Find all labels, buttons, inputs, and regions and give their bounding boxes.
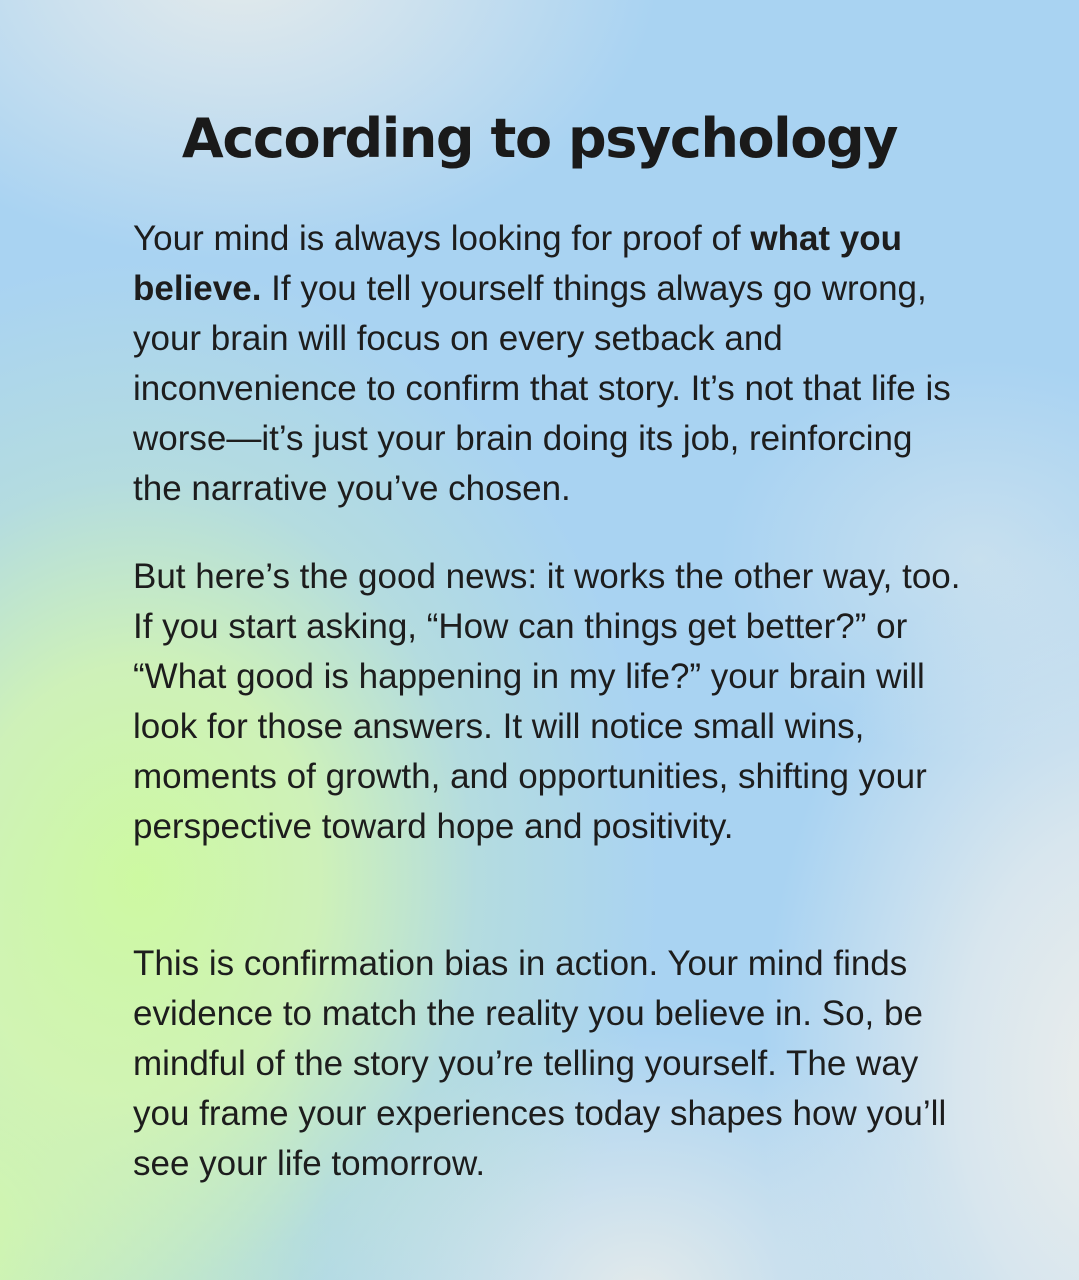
paragraph-3: This is confirmation bias in action. Your mind finds evidence to match the reality you believe in. So, be mindful of the story you’re telling yourself. The way you frame your experiences today shapes how you’ll see your life tomorrow. (133, 944, 947, 1183)
paragraph-1-lead: Your mind is always looking for proof of (133, 219, 751, 258)
paragraph-1-rest: If you tell yourself things always go wrong, your brain will focus on every setback and inconvenience to confirm that story. It’s not that life is worse—it’s just your brain doing its job, reinforcing the narrative you’ve chosen. (133, 269, 951, 508)
post-title: According to psychology (181, 107, 898, 170)
paragraph-1 (133, 214, 963, 514)
paragraph-1-emphasis: what you believe. (133, 219, 903, 308)
paragraph-2: But here’s the good news: it works the other way, too. If you start asking, “How can things get better?” or “What good is happening in my life?” your brain will look for those answers. It will notice small wins, moments of growth, and opportunities, shifting your perspective toward hope and positivity. (133, 557, 961, 846)
